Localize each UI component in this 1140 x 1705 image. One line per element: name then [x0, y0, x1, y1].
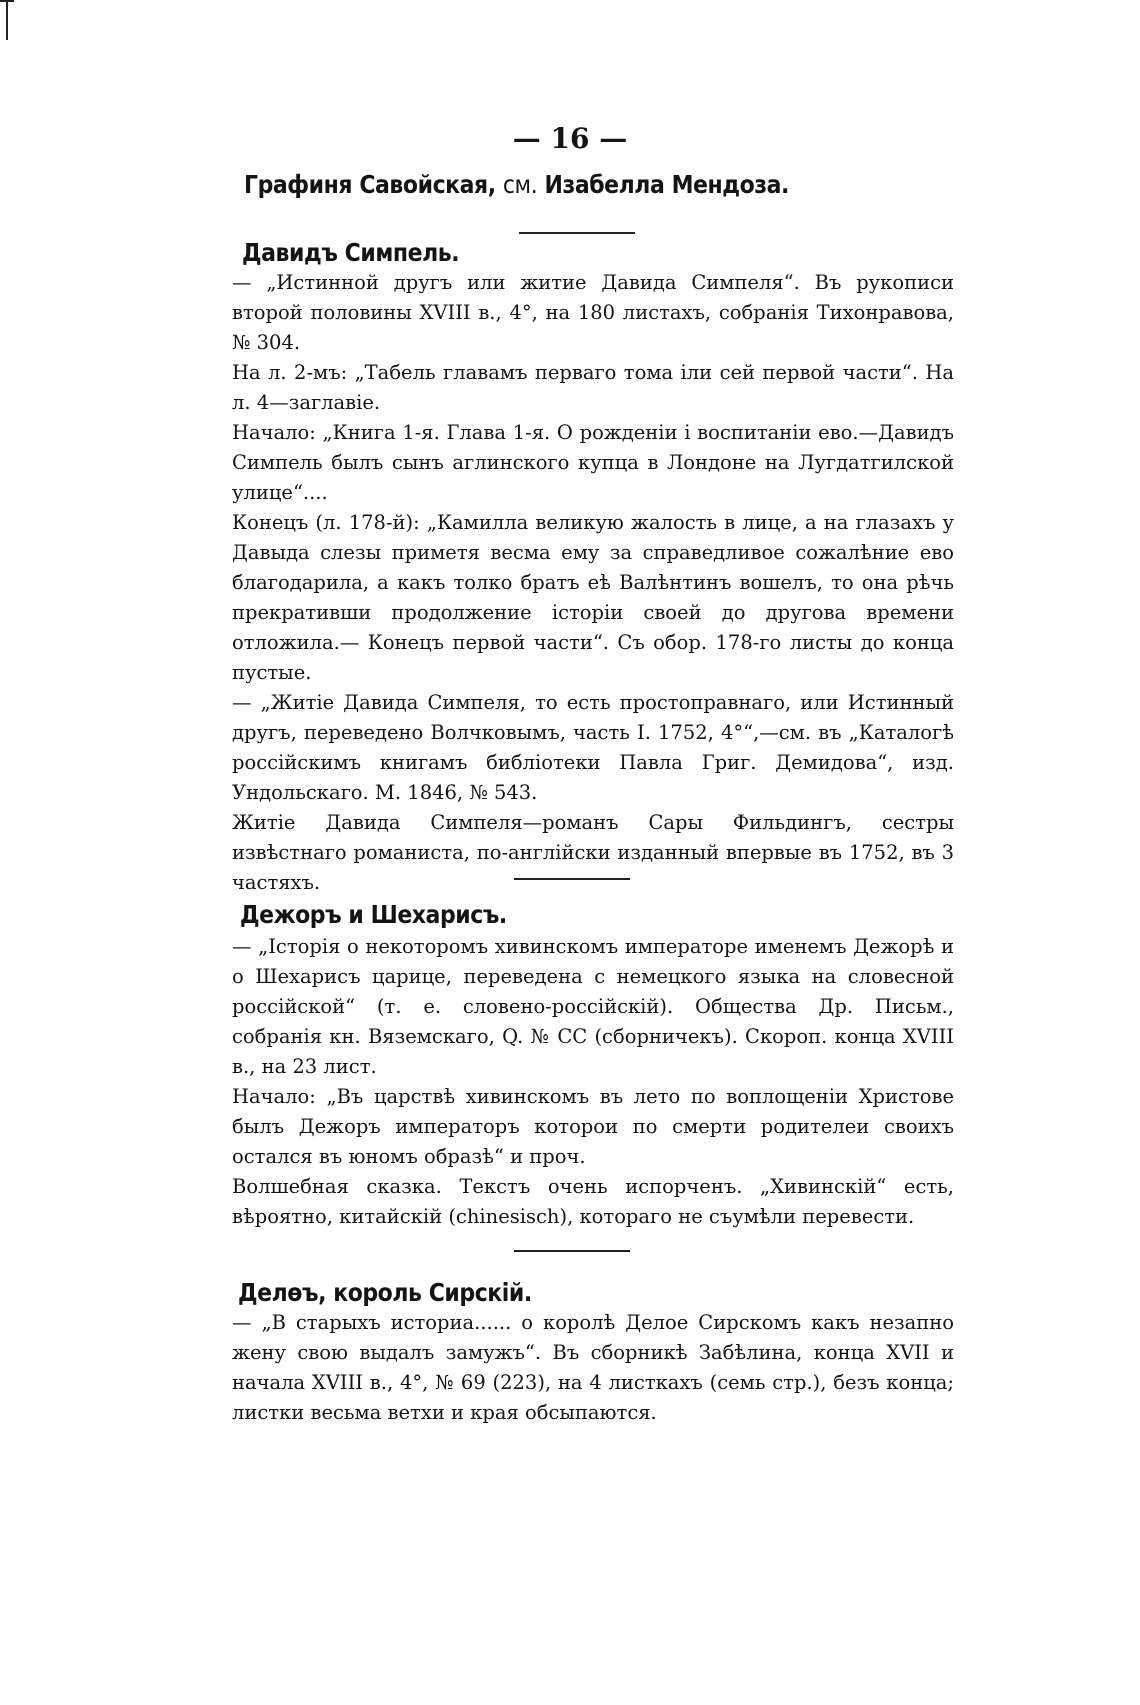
cross-ref-title: Графиня Савойская, — [244, 170, 496, 199]
cross-ref-see: см. — [502, 170, 538, 199]
paragraph: — „Історія о некоторомъ хивинскомъ императоре именемъ Дежорѣ и о Шехарисъ царице, переведена с немецкого языка на словесной россійской“ (т. е. словено-россійскій). Общества Др. Письм., собранія кн. Вяземскаго, Q. № CC (сборничекъ). Скороп. конца XVIII в., на 23 лист. — [232, 935, 954, 1078]
paragraph: Начало: „Въ царствѣ хивинскомъ въ лето по воплощеніи Христове былъ Дежоръ императоръ которои по смерти родителеи своихъ остался въ юномъ образѣ“ и проч. — [232, 1085, 954, 1168]
entry-body-dezhor — [232, 932, 954, 1232]
page-number: — 16 — — [512, 122, 628, 155]
paragraph: — „В старыхъ историа...... о королѣ Делое Сирскомъ какъ незапно жену свою выдалъ замужъ“. Въ сборникѣ Забѣлина, конца XVII и начала XVIII в., 4°, № 69 (223), на 4 листкахъ (семь стр.), безъ конца; листки весьма ветхи и края обсыпаются. — [232, 1311, 954, 1424]
paragraph: Житіе Давида Симпеля—романъ Сары Фильдингъ, сестры извѣстнаго романиста, по-англійски изданный впервые въ 1752, въ 3 частяхъ. — [232, 811, 954, 894]
paragraph: — „Истинной другъ или житие Давида Симпеля“. Въ рукописи второй половины XVIII в., 4°, на 180 листахъ, собранія Тихонравова, № 304. — [232, 271, 954, 354]
entry-title-david: Давидъ Симпель. — [242, 238, 460, 267]
entry-body-david — [232, 268, 954, 898]
section-divider — [514, 878, 630, 880]
paragraph: — „Житіе Давида Симпеля, то есть простоправнаго, или Истинный другъ, переведено Волчковымъ, часть I. 1752, 4°“,—см. въ „Каталогѣ россійскимъ книгамъ библіотеки Павла Григ. Демидова“, изд. Ундольскаго. М. 1846, № 543. — [232, 691, 954, 804]
cross-ref-target: Изабелла Мендоза. — [544, 170, 789, 199]
paragraph: Конецъ (л. 178-й): „Камилла великую жалость в лице, а на глазахъ у Давыда слезы приметя весма ему за справедливое сожалѣние ево благодарила, а какъ толко братъ eѣ Валѣнтинъ вошелъ, то она рѣчь прекративши продолжение історіи своей до другова времени отложила.— Конецъ первой части“. Съ обор. 178-го листы до конца пустые. — [232, 511, 954, 684]
cross-reference — [244, 170, 789, 199]
entry-title-delos: Делөъ, король Сирскій. — [238, 1278, 532, 1307]
entry-title-dezhor: Дежоръ и Шехарисъ. — [240, 900, 507, 929]
section-divider — [514, 1250, 630, 1252]
entry-body-delos — [232, 1308, 954, 1428]
section-divider — [519, 232, 635, 234]
page-edge-line — [6, 0, 8, 40]
paragraph: Начало: „Книга 1-я. Глава 1-я. О рожденіи і воспитаніи ево.—Давидъ Симпель былъ сынъ аглинского купца в Лондоне на Лугдатгилской улице“.... — [232, 421, 954, 504]
paragraph: Волшебная сказка. Текстъ очень испорченъ. „Хивинскій“ есть, вѣроятно, китайскій (chinesisch), котораго не съумѣли перевести. — [232, 1175, 954, 1228]
paragraph: На л. 2-мъ: „Табель главамъ перваго тома іли сей первой части“. На л. 4—заглавіе. — [232, 361, 954, 414]
